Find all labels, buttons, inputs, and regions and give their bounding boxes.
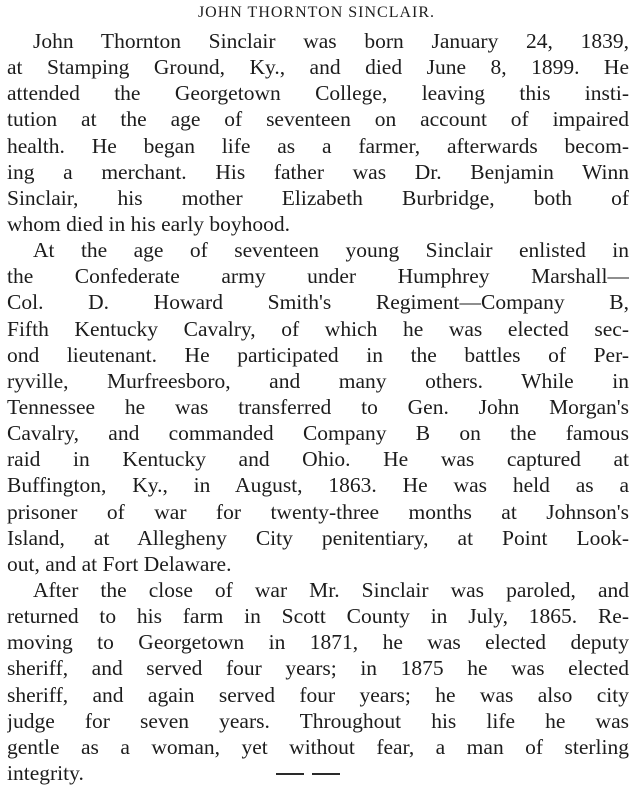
paragraph-2 bbox=[7, 237, 629, 577]
page-title: JOHN THORNTON SINCLAIR. bbox=[197, 4, 436, 21]
text-line: moving to Georgetown in 1871, he was elected deputy bbox=[7, 630, 629, 655]
text-line: At the age of seventeen young Sinclair enlisted in bbox=[33, 238, 629, 263]
text-line: returned to his farm in Scott County in July, 1865. Re- bbox=[7, 604, 629, 629]
text-line: Col. D. Howard Smith's Regiment—Company B, bbox=[7, 290, 629, 315]
text-line: ryville, Murfreesboro, and many others. While in bbox=[7, 368, 629, 393]
text-line: tution at the age of seventeen on account of impaired bbox=[7, 107, 629, 132]
ornament-dash bbox=[276, 773, 304, 775]
text-line: the Confederate army under Humphrey Marshall— bbox=[7, 264, 629, 289]
text-line: health. He began life as a farmer, afterwards becom- bbox=[7, 133, 629, 158]
text-line: Island, at Allegheny City penitentiary, at Point Look- bbox=[7, 525, 629, 550]
text-line: raid in Kentucky and Ohio. He was captured at bbox=[7, 447, 629, 472]
ornament-dash bbox=[312, 773, 340, 775]
text-line: John Thornton Sinclair was born January 24, 1839, bbox=[33, 29, 629, 53]
text-line: Cavalry, and commanded Company B on the famous bbox=[7, 421, 629, 446]
text-line: Buffington, Ky., in August, 1863. He was held as a bbox=[7, 473, 629, 498]
paragraph-3 bbox=[7, 577, 629, 786]
text-line: prisoner of war for twenty-three months at Johnson's bbox=[7, 499, 629, 524]
text-line: out, and at Fort Delaware. bbox=[7, 551, 232, 576]
text-line: After the close of war Mr. Sinclair was paroled, and bbox=[33, 577, 629, 602]
text-line: attended the Georgetown College, leaving this insti- bbox=[7, 81, 629, 106]
text-line: gentle as a woman, yet without fear, a man of sterling bbox=[7, 734, 629, 759]
text-line: sheriff, and served four years; in 1875 he was elected bbox=[7, 656, 629, 681]
text-line: judge for seven years. Throughout his life he was bbox=[7, 708, 629, 733]
section-end-ornament bbox=[276, 773, 340, 775]
text-line: sheriff, and again served four years; he was also city bbox=[7, 682, 629, 707]
text-line: at Stamping Ground, Ky., and died June 8, 1899. He bbox=[7, 55, 629, 80]
text-line: integrity. bbox=[7, 760, 84, 785]
biography-text bbox=[7, 28, 629, 786]
text-line: Fifth Kentucky Cavalry, of which he was elected sec- bbox=[7, 316, 629, 341]
text-line: Tennessee he was transferred to Gen. John Morgan's bbox=[7, 394, 629, 419]
text-line: ond lieutenant. He participated in the battles of Per- bbox=[7, 342, 629, 367]
text-line: Sinclair, his mother Elizabeth Burbridge, both of bbox=[7, 185, 629, 210]
paragraph-1 bbox=[7, 28, 629, 237]
text-line: ing a merchant. His father was Dr. Benjamin Winn bbox=[7, 159, 629, 184]
text-line: whom died in his early boyhood. bbox=[7, 211, 291, 236]
